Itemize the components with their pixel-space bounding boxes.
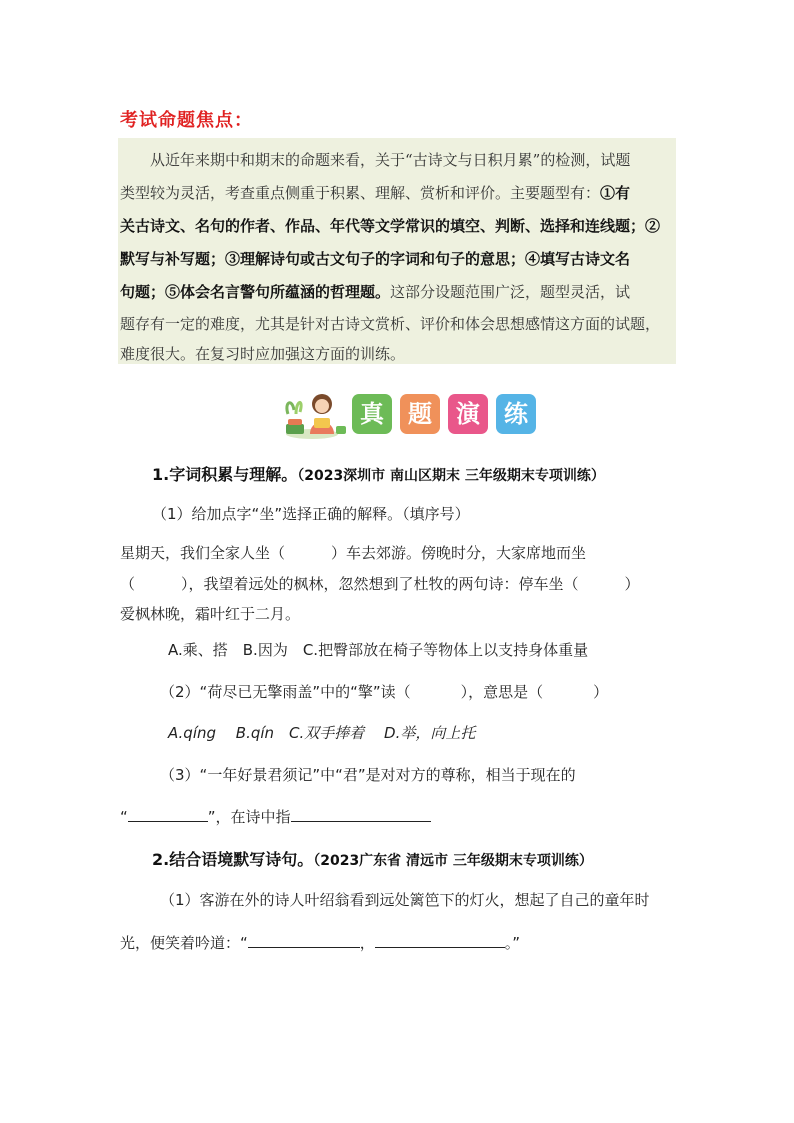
q1-passage-line3: 爱枫林晚，霜叶红于二月。 <box>120 605 301 623</box>
focus-text-segment: 难度很大。在复习时应加强这方面的训练。 <box>120 345 406 363</box>
text: 。” <box>504 934 521 952</box>
focus-line <box>120 282 630 302</box>
focus-bold-text: 关古诗文、名句的作者、作品、年代等文学常识的填空、判断、选择和连线题；② <box>120 217 661 235</box>
focus-line <box>150 150 630 170</box>
focus-bold-text: ①有 <box>600 184 631 202</box>
text: （2）“荷尽已无擎雨盖”中的“擎”读（ <box>160 683 411 701</box>
focus-line <box>120 183 630 203</box>
banner-char-tile: 真 <box>352 394 392 434</box>
q1-options-2: A.qíng B.qín C.双手捧着 D.举，向上托 <box>168 724 476 742</box>
text: ） <box>593 683 609 701</box>
focus-line <box>120 344 405 364</box>
focus-text-segment: 这部分设题范围广泛，题型灵活，试 <box>390 283 631 301</box>
answer-blank[interactable] <box>375 933 505 948</box>
q1-sub2 <box>160 681 608 702</box>
q1-options-1: A.乘、搭 B.因为 C.把臀部放在椅子等物体上以支持身体重量 <box>168 641 589 659</box>
focus-title: 考试命题焦点： <box>120 110 253 131</box>
focus-line <box>120 249 630 269</box>
text: ），意思是（ <box>460 683 544 701</box>
focus-line <box>120 314 660 334</box>
q1-sub3: （3）“一年好景君须记”中“君”是对对方的尊称，相当于现在的 <box>160 766 576 784</box>
text: “ <box>120 808 128 826</box>
banner-char-tile: 练 <box>496 394 536 434</box>
answer-blank[interactable] <box>291 807 431 822</box>
banner-char-tile: 演 <box>448 394 488 434</box>
focus-text-segment: 题存有一定的难度，尤其是针对古诗文赏析、评价和体会思想感情这方面的试题， <box>120 315 661 333</box>
focus-line <box>120 216 660 236</box>
reading-girl-icon <box>282 388 348 440</box>
text: ） <box>624 575 640 593</box>
question-2-title <box>152 847 593 870</box>
q1-passage-line2 <box>120 573 640 594</box>
q2-sub1-line2 <box>120 932 520 953</box>
practice-banner <box>282 388 544 440</box>
question-1-title <box>152 462 605 485</box>
banner-char-tile: 题 <box>400 394 440 434</box>
q2-sub1-line1: （1）客游在外的诗人叶绍翁看到远处篱笆下的灯火，想起了自己的童年时 <box>160 891 650 909</box>
q1-sub1: （1）给加点字“坐”选择正确的解释。（填序号） <box>152 505 470 523</box>
text: 星期天，我们全家人坐（ <box>120 544 286 562</box>
q1-passage-line1 <box>120 542 586 563</box>
text: ），我望着远处的枫林，忽然想到了杜牧的两句诗：停车坐（ <box>181 575 579 593</box>
question-1-heading: 1.字词积累与理解。 <box>152 465 298 484</box>
question-2-heading: 2.结合语境默写诗句。 <box>152 850 314 869</box>
q1-sub3-answer-line <box>120 806 431 827</box>
focus-text-segment: 从近年来期中和期末的命题来看，关于“古诗文与日积月累”的检测，试题 <box>150 151 631 169</box>
text: ”，在诗中指 <box>207 808 291 826</box>
focus-bold-text: 句题；⑤体会名言警句所蕴涵的哲理题。 <box>120 283 391 301</box>
question-1-source: （2023深圳市 南山区期末 三年级期末专项训练） <box>297 468 605 484</box>
answer-blank[interactable] <box>248 933 360 948</box>
answer-blank[interactable] <box>128 807 208 822</box>
text: ）车去郊游。傍晚时分，大家席地而坐 <box>331 544 587 562</box>
text: ， <box>359 934 375 952</box>
focus-text-segment: 类型较为灵活，考查重点侧重于积累、理解、赏析和评价。主要题型有： <box>120 184 601 202</box>
question-2-source: （2023广东省 清远市 三年级期末专项训练） <box>313 853 593 869</box>
focus-bold-text: 默写与补写题；③理解诗句或古文句子的字词和句子的意思；④填写古诗文名 <box>120 250 631 268</box>
text: 光，便笑着吟道：“ <box>120 934 248 952</box>
text: （ <box>120 575 136 593</box>
